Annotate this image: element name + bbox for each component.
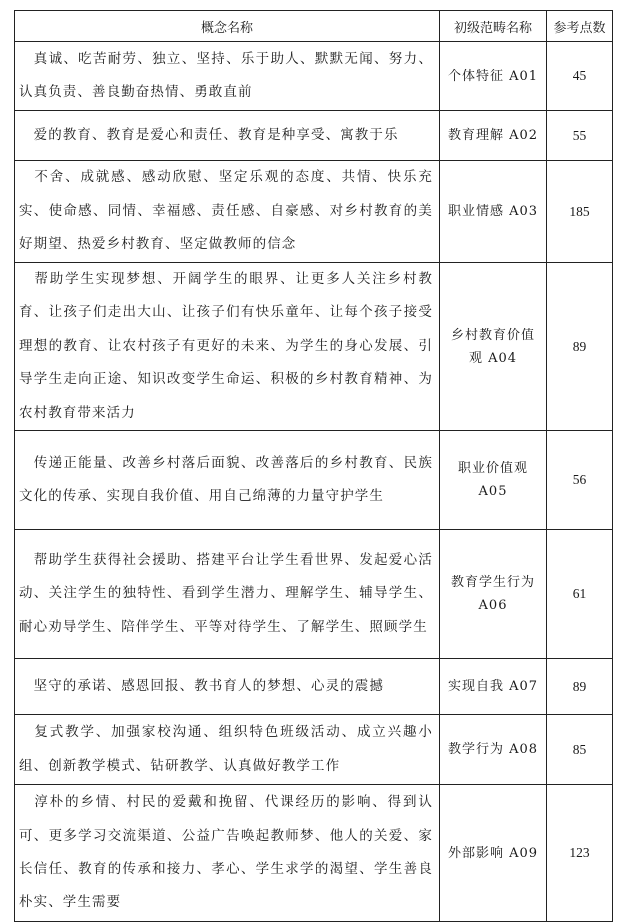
concept-cell: 淳朴的乡情、村民的爱戴和挽留、代课经历的影响、得到认可、更多学习交流渠道、公益广告唤起教师梦、他人的关爱、家长信任、教育的传承和接力、孝心、学生求学的渴望、学生善良朴实、学生需要 [15,785,440,922]
table-row [15,715,613,785]
header-category: 初级范畴名称 [440,11,547,42]
points-cell: 185 [547,161,613,263]
table-row [15,785,613,922]
concept-cell: 帮助学生实现梦想、开阔学生的眼界、让更多人关注乡村教育、让孩子们走出大山、让孩子们有快乐童年、让每个孩子接受理想的教育、让农村孩子有更好的未来、为学生的身心发展、引导学生走向正途、知识改变学生命运、积极的乡村教育精神、为农村教育带来活力 [15,263,440,431]
category-cell: 外部影响 A09 [440,785,547,922]
table-row [15,111,613,161]
points-cell: 89 [547,659,613,715]
concept-cell: 复式教学、加强家校沟通、组织特色班级活动、成立兴趣小组、创新教学模式、钻研教学、认真做好教学工作 [15,715,440,785]
concept-cell: 真诚、吃苦耐劳、独立、坚持、乐于助人、默默无闻、努力、认真负责、善良勤奋热情、勇敢直前 [15,42,440,111]
table-row [15,431,613,530]
concept-cell: 坚守的承诺、感恩回报、教书育人的梦想、心灵的震撼 [15,659,440,715]
category-cell: 乡村教育价值观 A04 [440,263,547,431]
category-cell: 教育学生行为 A06 [440,530,547,659]
concept-cell: 传递正能量、改善乡村落后面貌、改善落后的乡村教育、民族文化的传承、实现自我价值、用自己绵薄的力量守护学生 [15,431,440,530]
table-header-row [15,11,613,42]
concept-cell: 爱的教育、教育是爱心和责任、教育是种享受、寓教于乐 [15,111,440,161]
table-row [15,659,613,715]
table-row [15,42,613,111]
points-cell: 56 [547,431,613,530]
points-cell: 123 [547,785,613,922]
table-row [15,263,613,431]
category-cell: 实现自我 A07 [440,659,547,715]
header-concept: 概念名称 [15,11,440,42]
points-cell: 89 [547,263,613,431]
points-cell: 85 [547,715,613,785]
table-row [15,161,613,263]
table-row [15,530,613,659]
concept-category-table [14,10,613,922]
category-cell: 教学行为 A08 [440,715,547,785]
category-cell: 职业价值观 A05 [440,431,547,530]
points-cell: 45 [547,42,613,111]
header-points: 参考点数 [547,11,613,42]
concept-cell: 帮助学生获得社会援助、搭建平台让学生看世界、发起爱心活动、关注学生的独特性、看到学生潜力、理解学生、辅导学生、耐心劝导学生、陪伴学生、平等对待学生、了解学生、照顾学生 [15,530,440,659]
category-cell: 教育理解 A02 [440,111,547,161]
category-cell: 个体特征 A01 [440,42,547,111]
category-cell: 职业情感 A03 [440,161,547,263]
concept-cell: 不舍、成就感、感动欣慰、坚定乐观的态度、共情、快乐充实、使命感、同情、幸福感、责任感、自豪感、对乡村教育的美好期望、热爱乡村教育、坚定做教师的信念 [15,161,440,263]
points-cell: 55 [547,111,613,161]
points-cell: 61 [547,530,613,659]
